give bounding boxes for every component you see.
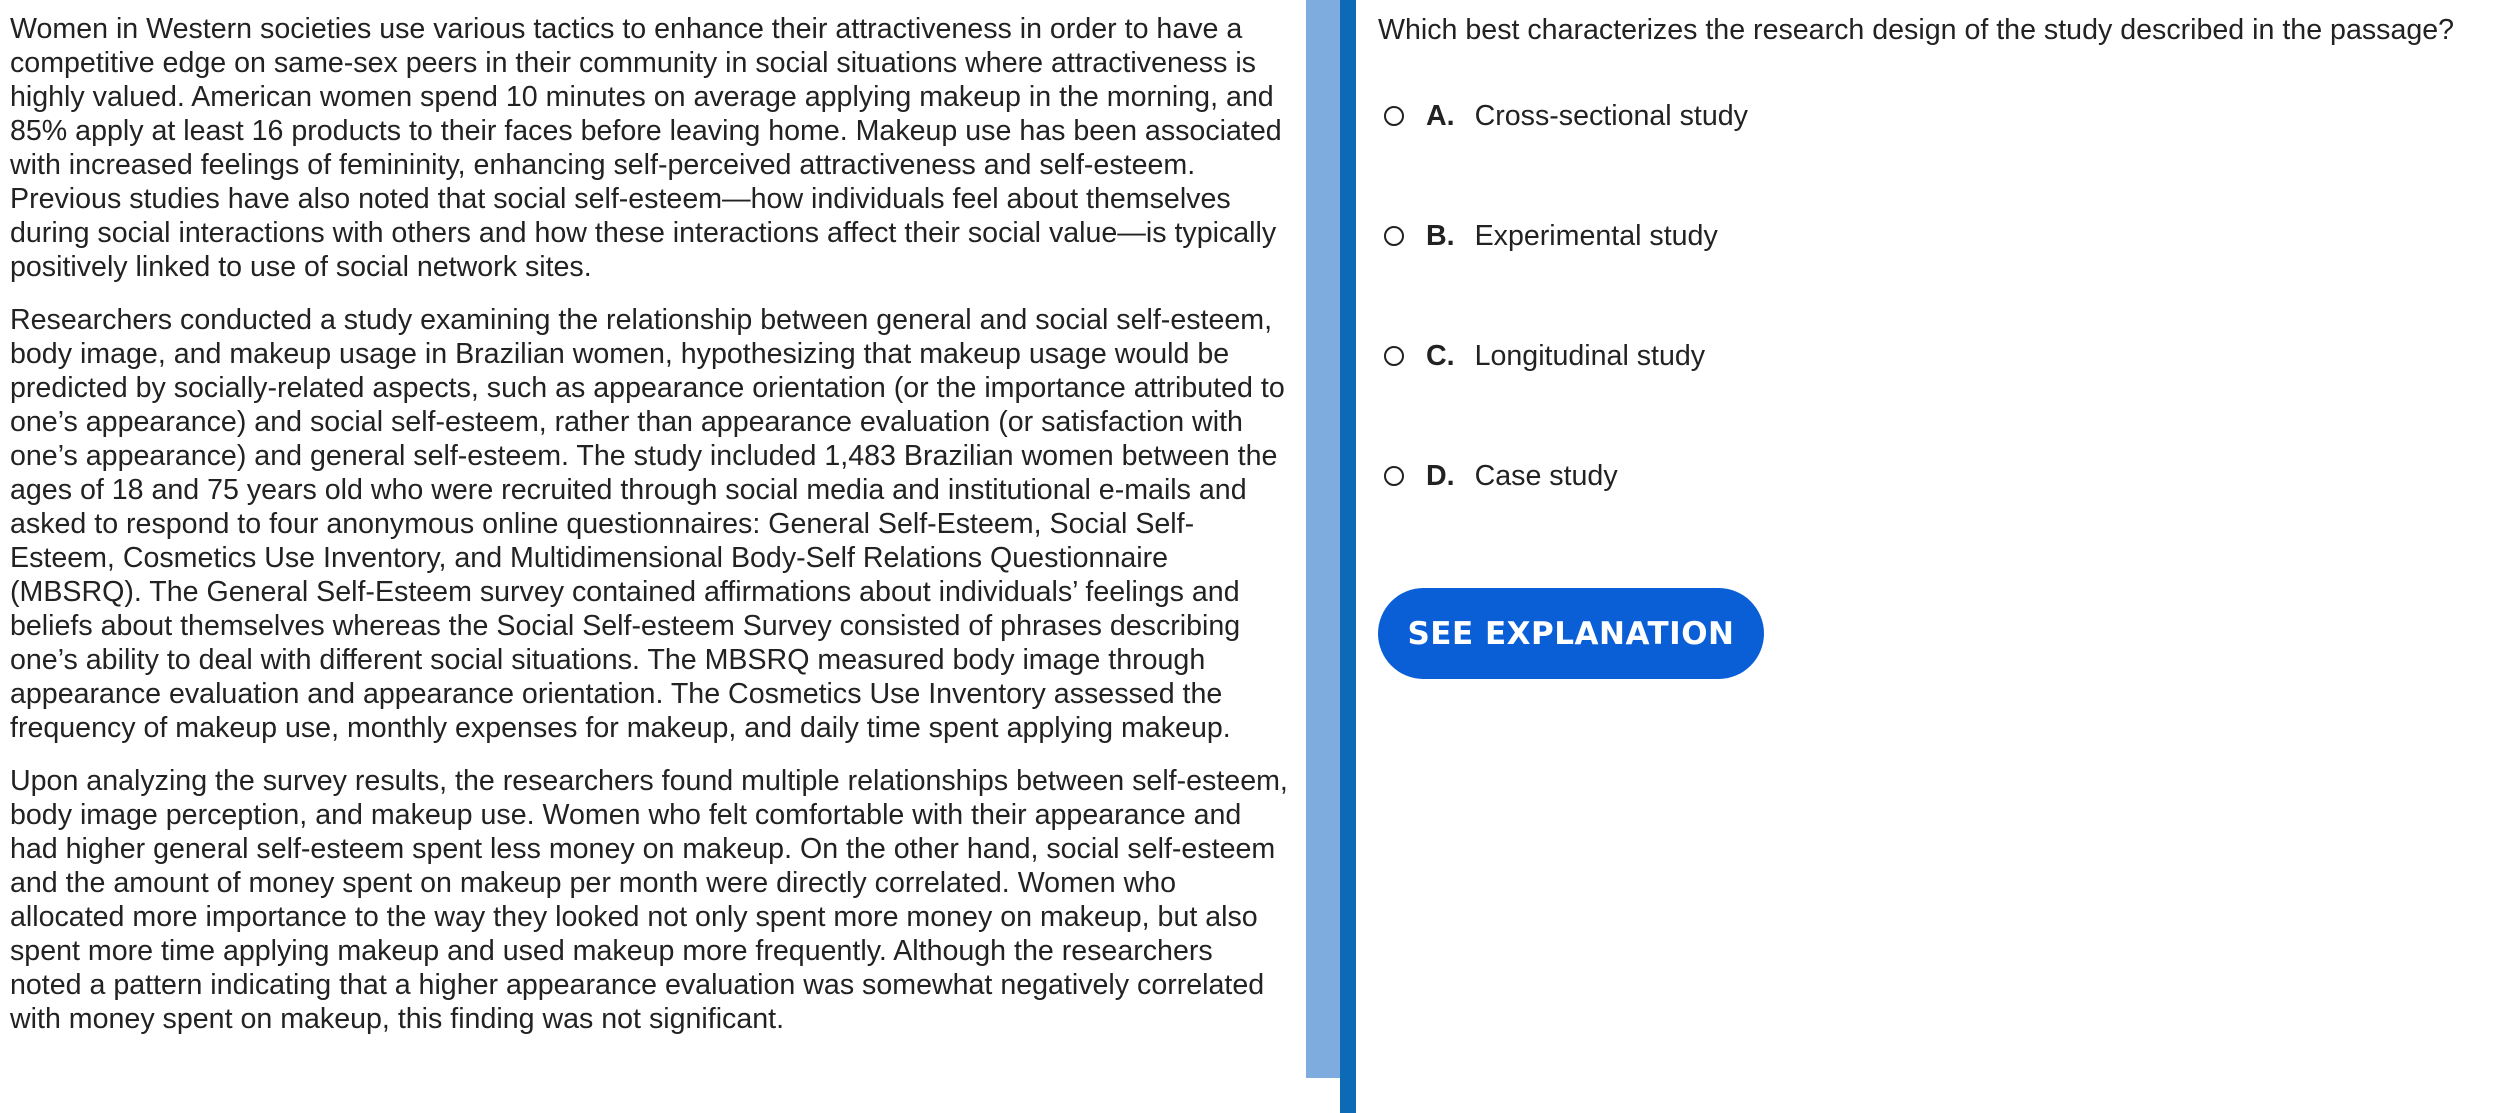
question-stem: Which best characterizes the research design of the study described in the passage? [1378,14,2455,46]
answer-choice-c[interactable] [1384,336,1705,376]
choice-text: Cross-sectional study [1474,99,1748,132]
pane-divider[interactable] [1340,0,1356,1113]
choice-text: Experimental study [1474,219,1718,252]
choice-text: Longitudinal study [1474,339,1706,372]
radio-button-icon[interactable] [1384,346,1404,366]
choice-text: Case study [1474,459,1618,492]
choice-letter: C. [1426,339,1455,372]
passage-scrollbar[interactable] [1306,0,1340,1113]
choice-letter: A. [1426,99,1455,132]
radio-button-icon[interactable] [1384,466,1404,486]
answer-choice-a[interactable] [1384,96,1748,136]
choice-letter: B. [1426,219,1455,252]
passage-paragraph-2: Researchers conducted a study examining the relationship between general and social self-esteem, body image, and makeup usage in Brazilian women, hypothesizing that makeup usage would be predicted by socially-related aspects, such as appearance orientation (or the importance attributed to one’s appearance) and social self-esteem, rather than appearance evaluation (or satisfaction with one’s appearance) and general self-esteem. The study included 1,483 Brazilian women between the ages of 18 and 75 years old who were recruited through social media and institutional e-mails and asked to respond to four anonymous online questionnaires: General Self-Esteem, Social Self-Esteem, Cosmetics Use Inventory, and Multidimensional Body-Self Relations Questionnaire (MBSRQ). The General Self-Esteem survey contained affirmations about individuals’ feelings and beliefs about themselves whereas the Social Self-esteem Survey consisted of phrases describing one’s ability to deal with different social situations. The MBSRQ measured body image through appearance evaluation and appearance orientation. The Cosmetics Use Inventory assessed the frequency of makeup use, monthly expenses for makeup, and daily time spent applying makeup. [10,304,1285,744]
radio-button-icon[interactable] [1384,226,1404,246]
answer-choice-b[interactable] [1384,216,1718,256]
passage-paragraph-1: Women in Western societies use various tactics to enhance their attractiveness in order to have a competitive edge on same-sex peers in their community in social situations where attractiveness is highly valued. American women spend 10 minutes on average applying makeup in the morning, and 85% apply at least 16 products to their faces before leaving home. Makeup use has been associated with increased feelings of femininity, enhancing self-perceived attractiveness and self-esteem. Previous studies have also noted that social self-esteem—how individuals feel about themselves during social interactions with others and how these interactions affect their social value—is typically positively linked to use of social network sites. [10,13,1282,283]
choice-letter: D. [1426,459,1455,492]
passage-scrollbar-thumb[interactable] [1306,0,1340,1078]
radio-button-icon[interactable] [1384,106,1404,126]
passage-content [10,12,1292,1055]
passage-paragraph-3: Upon analyzing the survey results, the researchers found multiple relationships between self-esteem, body image perception, and makeup use. Women who felt comfortable with their appearance and had higher general self-esteem spent less money on makeup. On the other hand, social self-esteem and the amount of money spent on makeup per month were directly correlated. Women who allocated more importance to the way they looked not only spent more money on makeup, but also spent more time applying makeup and used makeup more frequently. Although the researchers noted a pattern indicating that a higher appearance evaluation was somewhat negatively correlated with money spent on makeup, this finding was not significant. [10,765,1288,1035]
answer-choice-d[interactable] [1384,456,1618,496]
question-pane [1356,0,2512,1113]
see-explanation-button[interactable]: SEE EXPLANATION [1378,588,1764,679]
